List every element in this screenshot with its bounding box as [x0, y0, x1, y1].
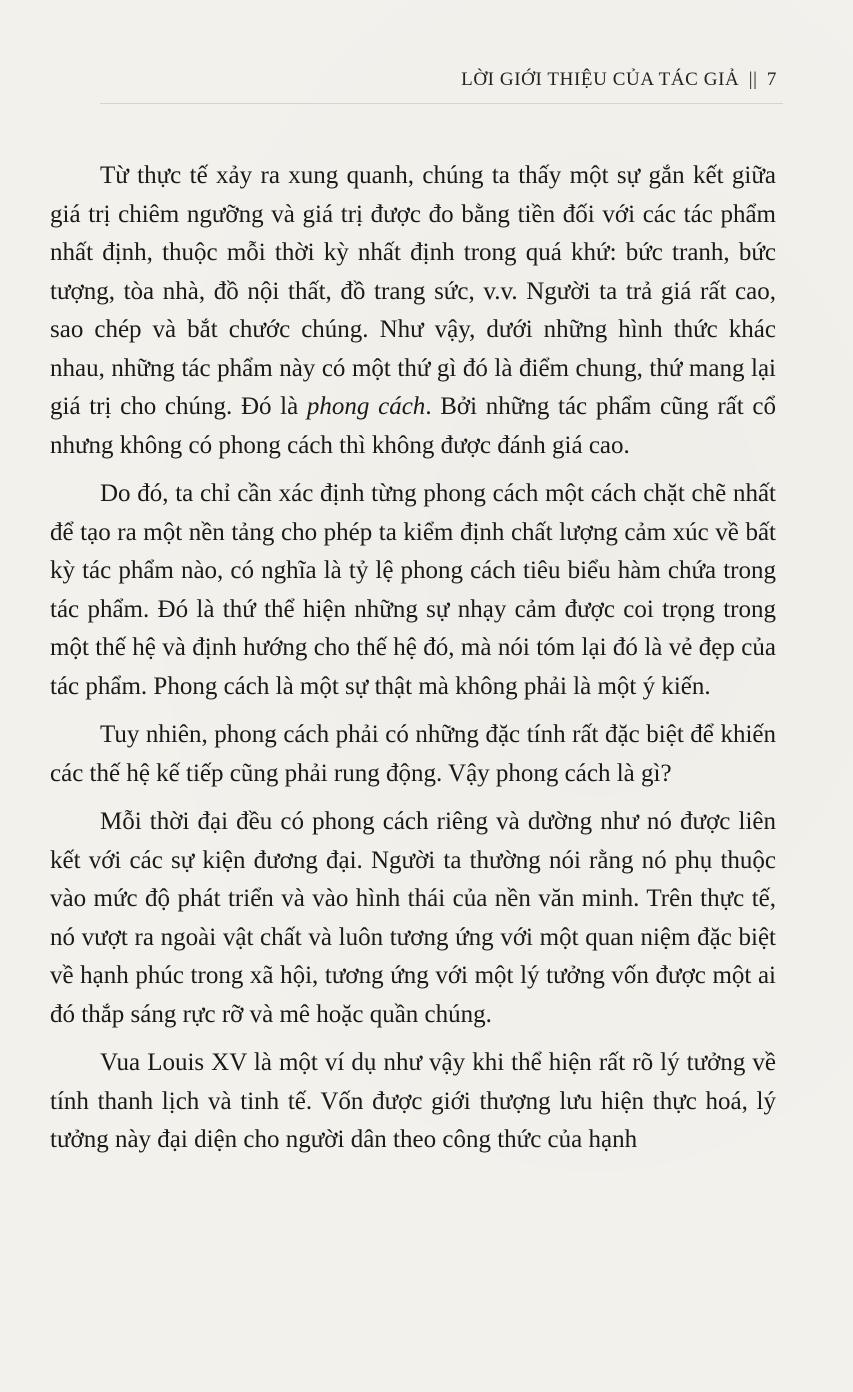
body-text	[50, 157, 776, 1170]
paragraph-1-emphasis: phong cách	[306, 393, 426, 420]
page-number: 7	[766, 69, 777, 90]
paragraph-2: Do đó, ta chỉ cần xác định từng phong cách một cách chặt chẽ nhất để tạo ra một nền tảng cho phép ta kiểm định chất lượng cảm xúc về bất kỳ tác phẩm nào, có nghĩa là tỷ lệ phong cách tiêu biểu hàm chứa trong tác phẩm. Đó là thứ thể hiện những sự nhạy cảm được coi trọng trong một thế hệ và định hướng cho thế hệ đó, mà nói tóm lại đó là vẻ đẹp của tác phẩm. Phong cách là một sự thật mà không phải là một ý kiến.	[50, 480, 776, 700]
paragraph-1-text-start: Từ thực tế xảy ra xung quanh, chúng ta thấy một sự gắn kết giữa giá trị chiêm ngưỡng và giá trị được đo bằng tiền đối với các tác phẩm nhất định, thuộc mỗi thời kỳ nhất định trong quá khứ: bức tranh, bức tượng, tòa nhà, đồ nội thất, đồ trang sức, v.v. Người ta trả giá rất cao, sao chép và bắt chước chúng. Như vậy, dưới những hình thức khác nhau, những tác phẩm này có một thứ gì đó là điểm chung, thứ mang lại giá trị cho chúng. Đó là	[50, 162, 776, 420]
section-title: LỜI GIỚI THIỆU CỦA TÁC GIẢ	[461, 69, 740, 90]
header-rule	[100, 103, 783, 104]
running-header	[461, 69, 777, 91]
paragraph-5: Vua Louis XV là một ví dụ như vậy khi thể hiện rất rõ lý tưởng về tính thanh lịch và tinh tế. Vốn được giới thượng lưu hiện thực hoá, lý tưởng này đại diện cho người dân theo công thức của hạnh	[50, 1049, 776, 1153]
header-separator: ||	[748, 69, 758, 90]
paragraph-1	[50, 157, 776, 465]
paragraph-1-text-end: . Bởi những tác phẩm cũng rất cổ nhưng không có phong cách thì không được đánh giá cao.	[50, 393, 776, 459]
paragraph-3: Tuy nhiên, phong cách phải có những đặc tính rất đặc biệt để khiến các thế hệ kế tiếp cũng phải rung động. Vậy phong cách là gì?	[50, 721, 776, 787]
paragraph-4: Mỗi thời đại đều có phong cách riêng và dường như nó được liên kết với các sự kiện đương đại. Người ta thường nói rằng nó phụ thuộc vào mức độ phát triển và vào hình thái của nền văn minh. Trên thực tế, nó vượt ra ngoài vật chất và luôn tương ứng với một quan niệm đặc biệt về hạnh phúc trong xã hội, tương ứng với một lý tưởng vốn được một ai đó thắp sáng rực rỡ và mê hoặc quần chúng.	[50, 808, 776, 1028]
